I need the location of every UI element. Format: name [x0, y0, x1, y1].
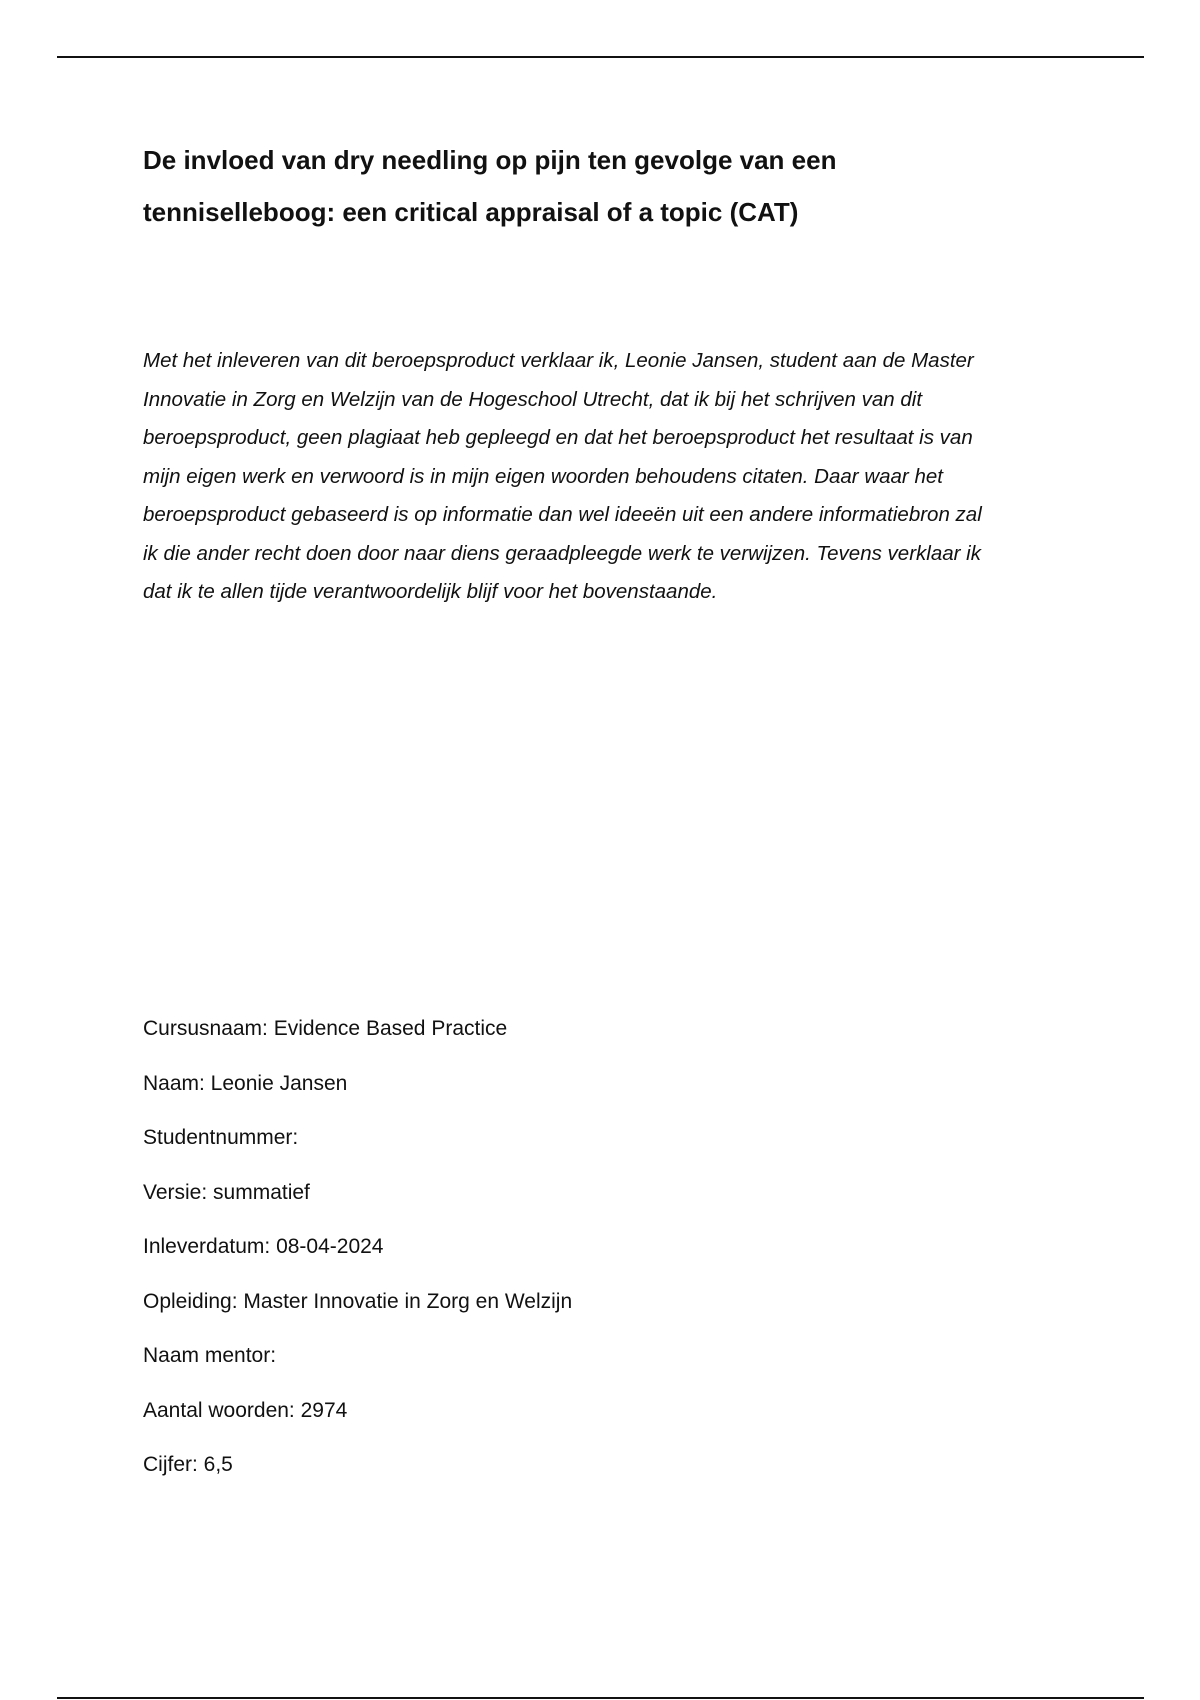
declaration-line: beroepsproduct gebaseerd is op informatie dan wel ideeën uit een andere informatiebron zal — [143, 503, 982, 526]
title-line: tenniselleboog: een critical appraisal of a topic (CAT) — [143, 197, 799, 227]
meta-version: Versie: summatief — [143, 1180, 310, 1204]
declaration-line: ik die ander recht doen door naar diens geraadpleegde werk te verwijzen. Tevens verklaar ik — [143, 541, 981, 565]
declaration-line: beroepsproduct, geen plagiaat heb gepleegd en dat het beroepsproduct het resultaat is van — [143, 426, 973, 449]
plagiarism-declaration — [143, 342, 1103, 612]
declaration-line: Met het inleveren van dit beroepsproduct verklaar ik, Leonie Jansen, student aan de Master — [143, 349, 974, 372]
meta-course-name: Cursusnaam: Evidence Based Practice — [143, 1017, 508, 1040]
meta-grade: Cijfer: 6,5 — [143, 1453, 233, 1476]
top-divider — [57, 56, 1144, 58]
meta-submission-date: Inleverdatum: 08-04-2024 — [143, 1235, 384, 1258]
meta-student-name: Naam: Leonie Jansen — [143, 1071, 348, 1095]
bottom-divider — [57, 1697, 1144, 1699]
declaration-line: mijn eigen werk en verwoord is in mijn eigen woorden behoudens citaten. Daar waar het — [143, 464, 943, 488]
title-line: De invloed van dry needling op pijn ten gevolge van een — [143, 145, 837, 175]
meta-mentor-name: Naam mentor: — [143, 1344, 277, 1367]
meta-student-number: Studentnummer: — [143, 1126, 299, 1149]
declaration-line: Innovatie in Zorg en Welzijn van de Hogeschool Utrecht, dat ik bij het schrijven van dit — [143, 387, 923, 411]
declaration-line: dat ik te allen tijde verantwoordelijk blijf voor het bovenstaande. — [143, 580, 718, 603]
meta-word-count: Aantal woorden: 2974 — [143, 1398, 348, 1422]
document-metadata — [143, 1010, 572, 1501]
meta-programme: Opleiding: Master Innovatie in Zorg en Welzijn — [143, 1289, 573, 1313]
document-title — [143, 134, 1083, 238]
